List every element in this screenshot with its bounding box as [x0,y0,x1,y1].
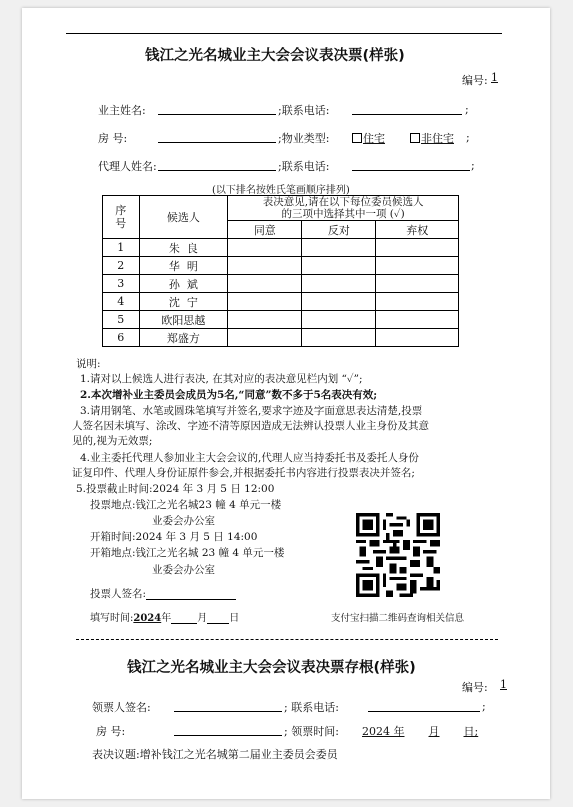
col-no-header: 序号 [103,196,140,239]
semicolon: ; [466,131,470,144]
receiver-sign-label: 领票人签名: [92,701,151,714]
fill-day-field[interactable] [207,613,229,624]
col-opinion-header: 表决意见,请在以下每位委员候选人 的三项中选择其中一项 (✓) [228,196,459,221]
note-1: 1.请对以上候选人进行表决, 在其对应的表决意见栏内划 “✓”; [80,373,363,385]
vote-place-room: 业委会办公室 [152,515,215,527]
stub-phone-field[interactable] [368,699,480,712]
stub-room-field[interactable] [174,723,282,736]
agree-cell[interactable] [228,293,302,311]
top-rule [66,33,502,34]
against-cell[interactable] [302,257,376,275]
phone-field[interactable] [352,102,462,115]
residential-option[interactable]: 住宅 [352,130,385,146]
number-value: 1 [491,71,498,84]
stub-phone-label: ; 联系电话: [284,701,339,714]
qr-code-icon [356,513,440,597]
note-4b: 证复印件、代理人身份证原件参会,并根据委托书内容进行投票表决并签名; [72,467,415,479]
ballot-page [22,8,550,799]
owner-name-label: 业主姓名: [98,104,146,117]
receiver-sign-field[interactable] [174,699,282,712]
open-place-room: 业委会办公室 [152,564,215,576]
col-agree-header: 同意 [228,221,302,239]
open-place: 开箱地点:钱江之光名城 23 幢 4 单元一楼 [90,547,285,559]
open-time: 开箱时间:2024 年 3 月 5 日 14:00 [90,531,258,543]
col-against-header: 反对 [302,221,376,239]
against-cell[interactable] [302,311,376,329]
note-3b: 人签名因未填写、涂改、字迹不清等原因造成无法辨认投票人业主身份及其意 [72,420,429,432]
abstain-cell[interactable] [376,257,459,275]
agent-phone-field[interactable] [352,158,470,171]
ballot-title: 钱江之光名城业主大会会议表决票(样张) [145,48,405,64]
room-label: 房 号: [98,132,128,145]
table-row: 6 郑盛方 [103,329,459,347]
non-residential-option[interactable]: 非住宅 [410,130,454,146]
stub-number-label: 编号: [462,681,488,694]
number-label: 编号: [462,74,488,87]
agent-name-label: 代理人姓名: [98,160,157,173]
table-row: 3 孙 斌 [103,275,459,293]
note-3c: 见的,视为无效票; [72,435,153,447]
vote-topic: 表决议题:增补钱江之光名城第二届业主委员会委员 [92,748,338,761]
against-cell[interactable] [302,275,376,293]
agent-name-field[interactable] [158,158,276,171]
note-2: 2.本次增补业主委员会成员为5名,“同意”数不多于5名表决有效; [80,389,378,401]
collect-time-label: ; 领票时间: [284,725,339,738]
phone-label: ;联系电话: [278,104,330,117]
table-row: 2 华 明 [103,257,459,275]
tear-line [76,639,498,640]
vote-place: 投票地点:钱江之光名城23 幢 4 单元一楼 [90,499,282,511]
residential-checkbox[interactable] [352,133,362,143]
agree-cell[interactable] [228,239,302,257]
agree-cell[interactable] [228,275,302,293]
agree-cell[interactable] [228,257,302,275]
agree-cell[interactable] [228,311,302,329]
notes-heading: 说明: [76,358,101,370]
col-candidate-header: 候选人 [139,196,228,239]
fill-month-field[interactable] [171,613,197,624]
col-abstain-header: 弃权 [376,221,459,239]
table-row: 5 欧阳思越 [103,311,459,329]
abstain-cell[interactable] [376,329,459,347]
abstain-cell[interactable] [376,311,459,329]
table-row: 1 朱 良 [103,239,459,257]
property-type-label: ;物业类型: [278,132,330,145]
agree-cell[interactable] [228,329,302,347]
fill-time: 填写时间:2024年 月 日 [90,613,240,624]
agent-phone-label: ;联系电话: [278,160,330,173]
against-cell[interactable] [302,239,376,257]
voter-sign-field[interactable] [146,587,236,600]
room-field[interactable] [158,130,276,143]
note-5: 5.投票截止时间:2024 年 3 月 5 日 12:00 [76,483,275,495]
abstain-cell[interactable] [376,239,459,257]
abstain-cell[interactable] [376,293,459,311]
stub-number-value: 1 [500,678,507,691]
against-cell[interactable] [302,329,376,347]
owner-name-field[interactable] [158,102,276,115]
semicolon: ; [465,103,469,116]
stub-title: 钱江之光名城业主大会会议表决票存根(样张) [127,660,416,676]
qr-caption: 支付宝扫描二维码查询相关信息 [331,613,465,624]
table-row: 4 沈 宁 [103,293,459,311]
semicolon: ; [471,159,475,172]
voter-sign-label: 投票人签名: [90,588,147,600]
semicolon: ; [482,700,486,713]
abstain-cell[interactable] [376,275,459,293]
non-residential-checkbox[interactable] [410,133,420,143]
note-3a: 3.请用钢笔、水笔或圆珠笔填写并签名,要求字迹及字面意思表达清楚,投票 [80,405,423,417]
vote-table [102,195,459,347]
against-cell[interactable] [302,293,376,311]
stub-room-label: 房 号: [96,725,126,738]
note-4a: 4.业主委托代理人参加业主大会会议的,代理人应当持委托书及委托人身份 [80,452,419,464]
sort-note: (以下排名按姓氏笔画顺序排列) [212,185,350,196]
collect-time-value[interactable]: 2024 年 月 日; [362,725,479,738]
